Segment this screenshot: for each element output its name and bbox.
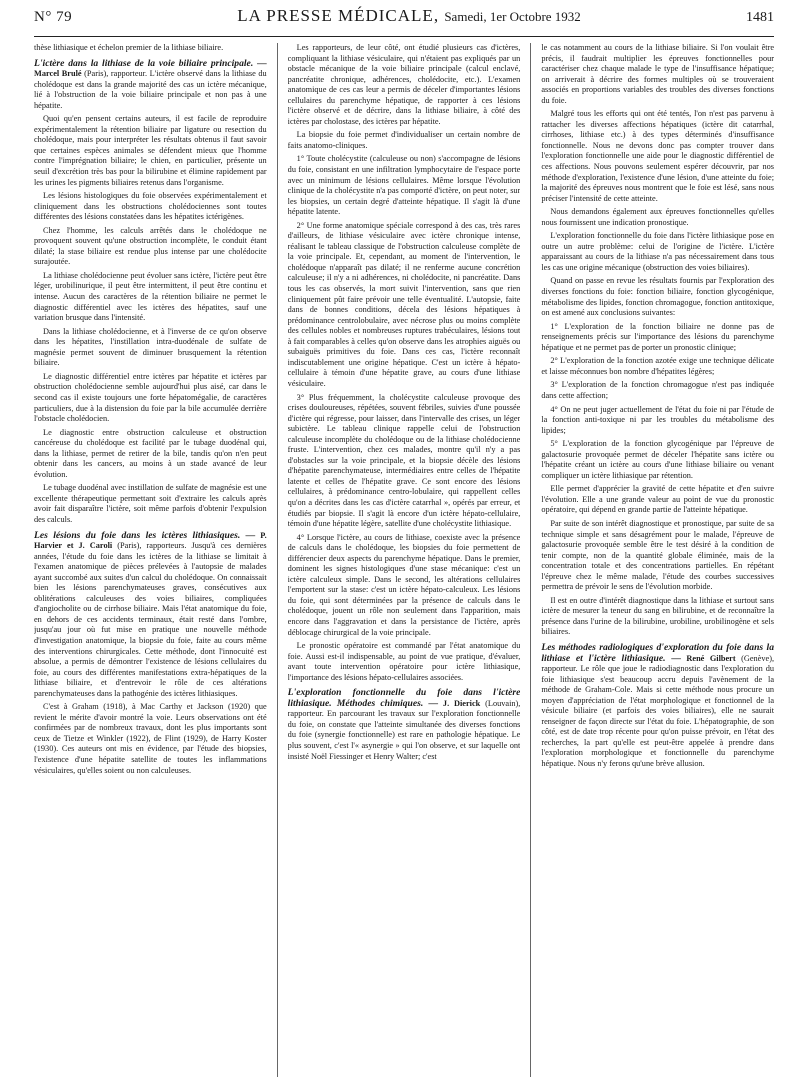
section-title: Les lésions du foie dans les ictères lithiasiques. — [34, 529, 256, 541]
paragraph-text: Quoi qu'en pensent certains auteurs, il est facile de reproduire expérimentalement la rétention biliaire par ligature ou resection du cholédoque, mais pour interpréter les résultats obtenus il faut savoir que certaines espèces animales se défendent mieux que l'homme contre l'imprégnation biliaire; le chien, en particulier, présente un seuil d'excrétion très bas pour la bilirubine et élimine rapidement par les urines les pigments biliaires retenus dans l'organisme. [34, 114, 267, 187]
paragraph-text: 2° Une forme anatomique spéciale correspond à des cas, très rares d'ailleurs, de lithiase vésiculaire avec ictère chronique intense, réalisant le tableau classique de l'obstruction calculeuse complète de la voie principale. Et, cependant, au moment de l'intervention, le cholédoque n'apparaît pas dilaté; il ne renferme aucune concrétion calculeuse; il n'y a ni adhérences, ni cholédocite, ni pancréatite. Dans tous les cas observés, la mort suivit l'intervention, sans que rien cliniquement pût faire prévoir une telle éventualité. L'autopsie, faite dans de bonnes conditions, décela des lésions hépatiques à prédominance centrolobulaire, avec nécrose plus ou moins complète des cellules nobles et nombreuses ruptures trabéculaires, lésions tout à fait comparables à celles qu'on observe dans les atrophies aiguës ou subaiguës primitives du foie. Dans ces cas, l'ictère reconnaît indiscutablement une origine hépatique. C'est un ictère à hépato-cellulaire à témoin d'une hépatite grave, au cours d'une lithiase vésiculaire. [287, 220, 521, 388]
paragraph-text: Dans la lithiase cholédocienne, et à l'inverse de ce qu'on observe dans les hépatites, l'instillation intra-duodénale de sulfate de magnésie permet souvent de diminuer brusquement la rétention biliaire. [34, 326, 267, 368]
paragraph-text: Elle permet d'apprécier la gravité de cette hépatite et d'en suivre l'évolution. Elle a une grande valeur au point de vue du pronostic opératoire, qui dépend en grande partie de l'atteinte hépatique. [541, 484, 774, 515]
body-paragraph [34, 191, 267, 223]
journal-masthead: LA PRESSE MÉDICALE, Samedi, 1er Octobre 1932 [237, 6, 581, 25]
section-title: L'ictère dans la lithiase de la voie biliaire principale. — [34, 57, 267, 69]
body-paragraph [288, 533, 521, 638]
paragraph-text: Le tubage duodénal avec instillation de sulfate de magnésie est une excellente thérapeutique permettant soit d'extraire les calculs après avoir fait disparaître l'ictère, soit même parfois d'obtenir l'expulsion des calculs. [34, 483, 267, 524]
column-1 [34, 43, 267, 1077]
paragraph-text: (Paris), rapporteur. L'ictère observé dans la lithiase du cholédoque est dans la grande majorité des cas un ictère mécanique, lié à l'obstruction de la voie biliaire principale et non pas à une hépatite. [34, 69, 267, 110]
paragraph-text: Chez l'homme, les calculs arrêtés dans le cholédoque ne provoquent souvent qu'une obstruction incomplète, le conduit étant dilaté; la stase biliaire est rendue plus intense par une cholédocite surajoutée. [34, 225, 267, 267]
section-paragraph [34, 59, 267, 112]
column-divider [277, 43, 278, 1077]
body-paragraph [541, 231, 774, 273]
body-paragraph [541, 405, 774, 437]
body-paragraph [288, 641, 521, 683]
section-title: Les méthodes radiologiques d'exploration du foie dans la lithiase et l'ictère lithiasique. — [541, 641, 774, 664]
column-2 [288, 43, 521, 1077]
body-paragraph [34, 483, 267, 525]
body-paragraph [541, 596, 774, 638]
paragraph-text: Il est en outre d'intérêt diagnostique dans la lithiase et surtout sans ictère de mesurer la teneur du sang en bilirubine, et de reconnaître la présence dans l'urine de la bilirubine, urobiline, urobilinogène et sels biliaires. [541, 595, 774, 637]
page-number: 1481 [746, 10, 774, 25]
paragraph-text: Les rapporteurs, de leur côté, ont étudié plusieurs cas d'ictères, compliquant la lithiase vésiculaire, qui n'étaient pas expliqués par un obstacle mécanique de la voie biliaire principale (calcul enclavé, pancréatite chronique, adhérences, cholédocite, etc.). L'examen anatomique de ces cas leur a permis de déceler d'importantes lésions cellulaires du parenchyme hépatique, de rapporter à ces lésions l'ictère observé et de décrire, dans la lithiase biliaire, à côté des ictères par cholostase, des ictères par hépatite. [287, 43, 521, 126]
section-author: Marcel Brulé [34, 69, 82, 79]
body-paragraph [288, 130, 521, 151]
paragraph-text: Le diagnostic différentiel entre ictères par hépatite et ictères par obstruction cholédocienne semble aujourd'hui plus aisé, car dans le second cas il existe toujours une forte hépatomégalie, de caractères particuliers, due à la distension du foie par la bile accumulée derrière l'obstacle cholédocien. [34, 371, 267, 424]
paragraph-text: Malgré tous les efforts qui ont été tentés, l'on n'est pas parvenu à rattacher les diverses affections hépatiques (ictère dit catarrhal, cirrhoses, lithiase etc.) à des types déterminés d'insuffisance fonctionnelle. Nous ne devons donc pas compter trouver dans l'exploration fonctionnelle une aide pour le diagnostic différentiel de ces affections. Nous pouvons seulement espérer découvrir, par nos méthode d'exploration, l'existence d'une lésion, d'une atteinte du foie; la majorité des épreuves nous montrent que le foie est lésé, sans nous préciser l'intensité de cette atteinte. [541, 109, 774, 203]
body-paragraph [541, 207, 774, 228]
section-author: René Gilbert [686, 653, 736, 663]
paragraph-text: 3° Plus fréquemment, la cholécystite calculeuse provoque des crises douloureuses, répétées, souvent fébriles, suivies d'une poussée d'ictère qui régresse, pour laisser, dans l'intervalle des crises, un léger subictère. Le tableau clinique rappelle celui de l'obstruction calculeuse incomplète du cholédoque ou de la lithiase cholédocienne fruste. L'intervention, chez ces malades, montre qu'il n'y a pas d'obstacles sur la voie principale, et la biopsie décèle des lésions d'hépatite parenchymateuse, intermédiaires entre celles de l'hépatite latente et celles de l'hépatite grave. Ce sont encore des lésions cellulaires, à prédominance centro-lobulaire, qui rappellent celles qu'on a décrites dans les cas d'ictère catarrhal », opérés par erreur, et étudiés par biopsie. Il s'agit là encore d'un ictère hépato-cellulaire, témoin d'une hépatite légère, satellite d'une cholécystite lithiasique. [287, 392, 521, 529]
paragraph-text: 4° Lorsque l'ictère, au cours de lithiase, coexiste avec la présence de calculs dans le cholédoque, les biopsies du foie permettent de différencier deux aspects du parenchyme hépatique. Dans le premier, dominent les signes histologiques d'une stase mécanique: c'est un ictère calculeux simple. Dans le second, les altérations cellulaires l'emportent sur la stase: c'est un ictère hépato-calculeux. Les lésions du foie, qui sont déterminées par la présence de calculs dans le cholédoque, jouent un rôle non seulement dans l'apparition, mais encore dans l'aggravation et dans la persistance de l'ictère, après déblocage chirurgical de la voie principale. [287, 532, 521, 637]
body-paragraph [541, 43, 774, 106]
body-paragraph [34, 271, 267, 324]
paragraph-text: 5° L'exploration de la fonction glycogénique par l'épreuve de galactosurie provoquée permet de déceler l'hépatite sans ictère ou l'hépatite créant un ictère au cours d'une lithiase biliaire ou venant compliquer un ictère lithiasique par rétention. [541, 439, 774, 480]
body-paragraph [34, 327, 267, 369]
body-paragraph [34, 702, 267, 776]
body-paragraph [541, 380, 774, 401]
paragraph-text: Le pronostic opératoire est commandé par l'état anatomique du foie. Aussi est-il indispensable, au point de vue pratique, d'évaluer, avant toute intervention opératoire pour ictère lithiasique, l'importance des lésions hépato-cellulaires associées. [287, 641, 521, 682]
paragraph-text: 3° L'exploration de la fonction chromagogue n'est pas indiquée dans cette affection; [541, 380, 774, 400]
section-paragraph [34, 531, 267, 700]
body-paragraph [34, 226, 267, 268]
paragraph-text: 1° L'exploration de la fonction biliaire ne donne pas de renseignements précis sur l'importance des lésions du parenchyme hépatique et ne permet pas de porter un pronostic clinique; [541, 321, 774, 352]
body-paragraph [541, 276, 774, 318]
paragraph-text: Le diagnostic entre obstruction calculeuse et obstruction cancéreuse du cholédoque est facilité par le tubage duodénal qui, dans la lithiase, permet de retirer de la bile, tandis qu'on n'en peut obtenir dans les cancers, au moins à un stade avancé de leur évolution. [34, 427, 267, 479]
body-paragraph [541, 356, 774, 377]
paragraph-text: Quand on passe en revue les résultats fournis par l'exploration des diverses fonctions du foie: fonction biliaire, fonction glycogénique, métabolisme des lipides, fonction chromagogue, fonction antitoxique, on est amené aux conclusions suivantes: [541, 276, 774, 318]
section-paragraph [288, 688, 521, 762]
body-paragraph [34, 372, 267, 425]
body-paragraph [541, 439, 774, 481]
paragraph-text: La biopsie du foie permet d'individualiser un certain nombre de faits anatomo-cliniques. [287, 130, 521, 150]
issue-number: N° 79 [34, 9, 73, 25]
paragraph-text: C'est à Graham (1918), à Mac Carthy et Jackson (1920) que revient le mérite d'avoir montré la voie. Leurs observations ont été confirmées par de nombreux travaux, dont les plus importants sont ceux de Tietze et Winkler (1922), de Flint (1929), de Harry Koster (1930). Ces auteurs ont mis en évidence, par l'étude des biopsies, l'existence d'une hépatite satellite de toutes les inflammations vésiculaires, qu'elles soient ou non calculeuses. [34, 702, 267, 775]
paragraph-text: (Genève), rapporteur. Le rôle que joue le radiodiagnostic dans l'exploration du foie lithiasique s'est beaucoup accru depuis l'avènement de la méthode de Graham-Cole. Mais si cette méthode nous procure un moyen d'appréciation de l'état morphologique et fonctionnel de la vésicule biliaire (et parfois des voies biliaires), elle ne saurait renseigner de façon directe sur l'état du foie. L'hépatographie, de son côté, est de date trop récente pour qu'on puisse prévoir, en l'état des recherches, la part qu'elle est peut-être appelée à prendre dans l'exploration morphologique et fonctionnelle du parenchyme hépatique. Nous n'y ferons qu'une brève allusion. [541, 653, 774, 768]
journal-title: LA PRESSE MÉDICALE [237, 6, 434, 25]
paragraph-text: 1° Toute cholécystite (calculeuse ou non) s'accompagne de lésions du foie, consistant en une infiltration lymphocytaire de l'espace porte avec un minimum de lésions cellulaires. Même lorsque l'évolution clinique de la cholécystite n'a pas comporté d'ictère, on peut noter, sur les biopsies, un certain degré d'atteinte hépatique. Il s'agit là d'une hépatite latente. [287, 154, 521, 217]
body-paragraph [541, 484, 774, 516]
section-author: P. Harvier et J. Caroli [34, 530, 267, 551]
paragraph-text: (Louvain), rapporteur. En parcourant les travaux sur l'exploration fonctionnelle du foie, on constate que l'atteinte simultanée des diverses fonctions du foie (synergie fonctionnelle) est rare en pathologie hépatique. Le plus souvent, c'est l'« asynergie » qui l'on observe, et sur laquelle ont insisté Noël Fiessinger et Henry Walter; c'est [287, 698, 521, 761]
section-title: L'exploration fonctionnelle du foie dans l'ictère lithiasique. Méthodes chimiques. — [287, 687, 521, 709]
body-paragraph [34, 43, 267, 54]
body-paragraph [288, 393, 521, 530]
body-paragraph [34, 428, 267, 481]
section-paragraph [541, 643, 774, 770]
paragraph-text: L'exploration fonctionnelle du foie dans l'ictère lithiasique pose en outre un autre problème: celui de l'origine de l'ictère. L'ictère apparaissant au cours de la lithiase n'a pas nécessairement dans tous les cas une origine mécanique (obstruction des voies biliaires). [541, 231, 774, 272]
paragraph-text: Nous demandons également aux épreuves fonctionnelles qu'elles nous fournissent une indication pronostique. [541, 207, 774, 227]
body-paragraph [34, 114, 267, 188]
paragraph-text: Les lésions histologiques du foie observées expérimentalement et cliniquement dans les obstructions cholédociennes sont toutes différentes des lésions constatées dans les hépatites ictérigènes. [34, 191, 267, 222]
body-paragraph [288, 43, 521, 127]
body-paragraph [541, 519, 774, 593]
paragraph-text: thèse lithiasique et échelon premier de la lithiase biliaire. [34, 43, 224, 52]
paragraph-text: 4° On ne peut juger actuellement de l'état du foie ni par l'étude de la fonction anti-toxique ni par les troubles du métabolisme des lipides; [541, 404, 774, 435]
body-paragraph [541, 322, 774, 354]
section-author: J. Dierick [442, 698, 481, 708]
column-divider [530, 43, 531, 1077]
paragraph-text: le cas notamment au cours de la lithiase biliaire. Si l'on voulait être précis, il faudrait multiplier les épreuves fonctionnelles pour caractériser chez chaque malade le type de l'insuffisance hépatique; on arriverait à décrire des formes multiples où se trouveraient associés en proportions variables des troubles des diverses fonctions du foie. [541, 43, 774, 105]
body-paragraph [288, 154, 521, 217]
paragraph-text: Par suite de son intérêt diagnostique et pronostique, par suite de sa technique simple et sans désagrément pour le malade, l'épreuve de galactosurie provoquée semble être le test désiré à la condition de tenir compte, non de la quantité globale éliminée, mais de la concentration totale et des concentrations partielles. En répétant l'épreuve chez le même malade, l'étude des courbes successives permettra de prévoir le sens de l'évolution morbide. [541, 518, 774, 592]
paragraph-text: (Paris), rapporteurs. Jusqu'à ces dernières années, l'étude du foie dans les ictères de la lithiase se limitait à l'examen anatomique de pièces prélevées à l'autopsie de malades ayant succombé aux suites d'un calcul du cholédoque. On connaissait bien les lésions parenchymateuses graves, consécutives aux oblitérations calculeuses des voies biliaires, compliquées d'angiocholite ou de cirrhose biliaire. Mais l'état anatomique du foie, en dehors de ces accidents terminaux, était resté dans l'ombre, jusqu'au jour où fut mise en pratique une nouvelle méthode d'investigation anatomique, la biopsie du foie, faite au cours même des interventions chirurgicales. Cette méthode, dont l'innocuité est absolue, a permis de démontrer l'existence de lésions cellulaires du foie, au cours des différentes manifestations extra-hépatiques de la lithiase biliaire, et d'entrevoir le rôle de ces altérations parenchymateuses dans la pathogénie des ictères lithiasiques. [34, 541, 267, 698]
paragraph-text: 2° L'exploration de la fonction azotée exige une technique délicate et laisse méconnues bon nombre d'hépatites légères; [541, 356, 774, 376]
paragraph-text: La lithiase cholédocienne peut évoluer sans ictère, l'ictère peut être léger, urobilinurique, il peut être intermittent, il peut être continu et intense. Aucun des caractères de la rétention biliaire ne permet le diagnostic différentiel avec les ictères des hépatites, sauf une variation brusque dans l'intensité. [34, 270, 267, 323]
text-columns [34, 43, 774, 1077]
page-header [34, 6, 774, 37]
issue-date: Samedi, 1er Octobre 1932 [444, 9, 581, 24]
body-paragraph [288, 221, 521, 390]
body-paragraph [541, 109, 774, 204]
column-3 [541, 43, 774, 1077]
